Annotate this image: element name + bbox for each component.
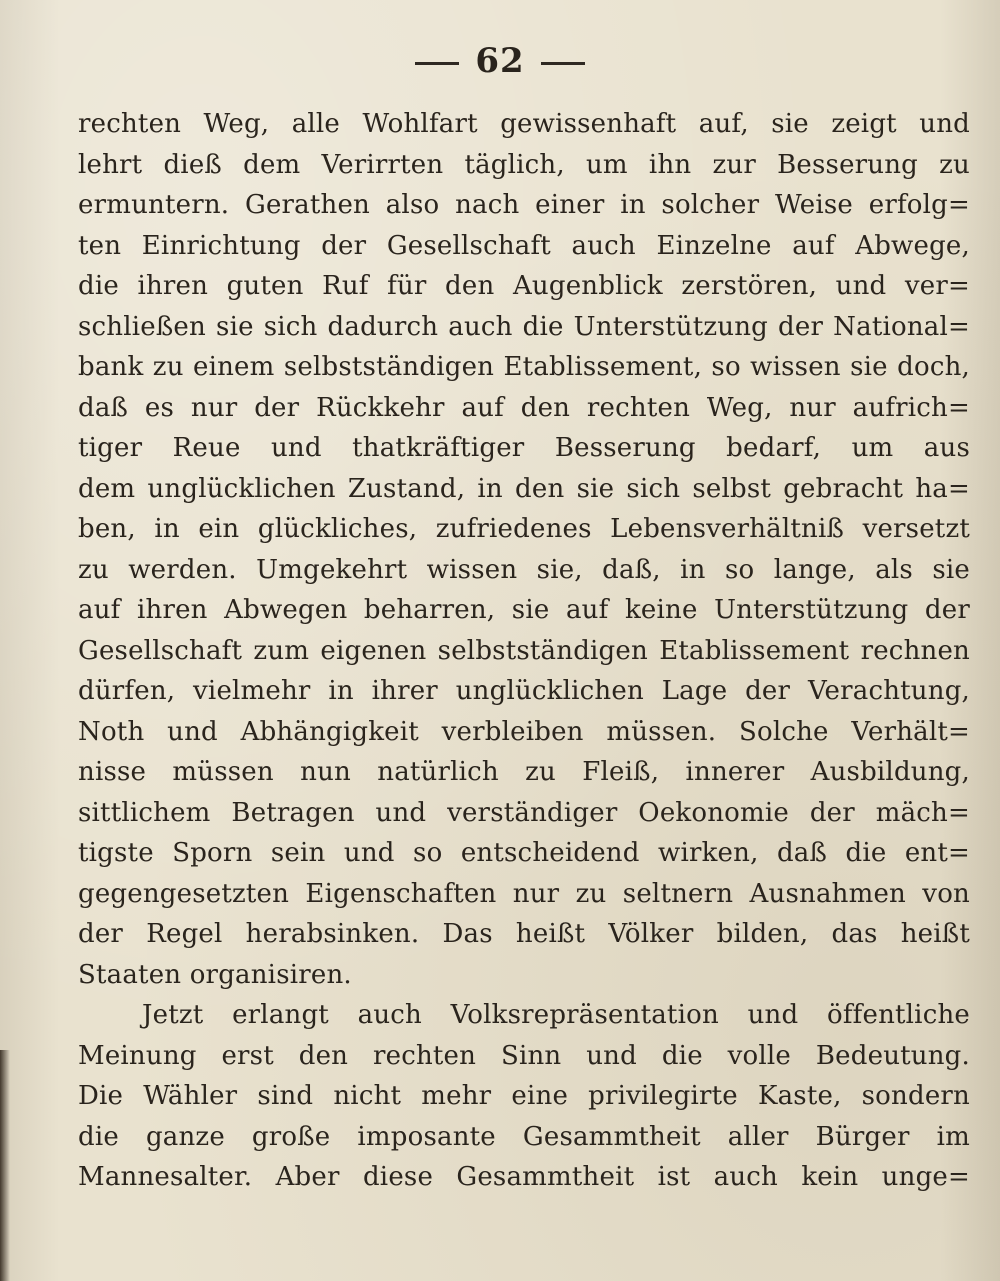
- text-line: gegengesetzten Eigenschaften nur zu seltnern Ausnahmen von: [78, 878, 970, 909]
- text-line: lehrt dieß dem Verirrten täglich, um ihn zur Besserung zu: [78, 149, 970, 180]
- text-line: dem unglücklichen Zustand, in den sie sich selbst gebracht ha=: [78, 473, 970, 504]
- text-line: die ihren guten Ruf für den Augenblick zerstören, und ver=: [78, 271, 970, 301]
- text-line: der Regel herabsinken. Das heißt Völker bilden, das heißt: [78, 919, 970, 949]
- page-edge-shadow: [0, 1050, 10, 1281]
- text-line: rechten Weg, alle Wohlfart gewissenhaft auf, sie zeigt und: [78, 109, 970, 139]
- header-dash-left: [415, 62, 459, 65]
- page-header: [0, 36, 1000, 86]
- paragraph-start-line: Jetzt erlangt auch Volksrepräsentation und öffentliche: [142, 1000, 970, 1030]
- text-line: Gesellschaft zum eigenen selbstständigen Etablissement rechnen: [78, 635, 970, 666]
- text-line: nisse müssen nun natürlich zu Fleiß, innerer Ausbildung,: [78, 757, 970, 787]
- text-line: auf ihren Abwegen beharren, sie auf keine Unterstützung der: [78, 595, 970, 625]
- body-text: [78, 104, 970, 1198]
- text-line: Meinung erst den rechten Sinn und die volle Bedeutung.: [78, 1040, 970, 1071]
- text-line: Mannesalter. Aber diese Gesammtheit ist auch kein unge=: [78, 1162, 970, 1192]
- text-line: ben, in ein glückliches, zufriedenes Lebensverhältniß versetzt: [78, 514, 970, 544]
- paragraph-end-line: Staaten organisiren.: [78, 959, 352, 990]
- text-line: zu werden. Umgekehrt wissen sie, daß, in so lange, als sie: [78, 554, 970, 585]
- text-line: ermuntern. Gerathen also nach einer in solcher Weise erfolg=: [78, 190, 970, 220]
- text-line: bank zu einem selbstständigen Etablissement, so wissen sie doch,: [78, 352, 970, 382]
- header-dash-right: [541, 62, 585, 65]
- text-line: die ganze große imposante Gesammtheit aller Bürger im: [78, 1121, 970, 1152]
- text-line: schließen sie sich dadurch auch die Unterstützung der National=: [78, 311, 970, 342]
- text-line: tiger Reue und thatkräftiger Besserung bedarf, um aus: [78, 433, 970, 463]
- page-number: 62: [475, 41, 525, 81]
- text-line: daß es nur der Rückkehr auf den rechten Weg, nur aufrich=: [78, 392, 970, 423]
- text-line: Die Wähler sind nicht mehr eine privilegirte Kaste, sondern: [78, 1081, 970, 1111]
- text-line: Noth und Abhängigkeit verbleiben müssen. Solche Verhält=: [78, 716, 970, 747]
- text-line: tigste Sporn sein und so entscheidend wirken, daß die ent=: [78, 838, 970, 868]
- text-line: ten Einrichtung der Gesellschaft auch Einzelne auf Abwege,: [78, 230, 970, 261]
- text-line: sittlichem Betragen und verständiger Oekonomie der mäch=: [78, 797, 970, 828]
- text-line: dürfen, vielmehr in ihrer unglücklichen Lage der Verachtung,: [78, 676, 970, 706]
